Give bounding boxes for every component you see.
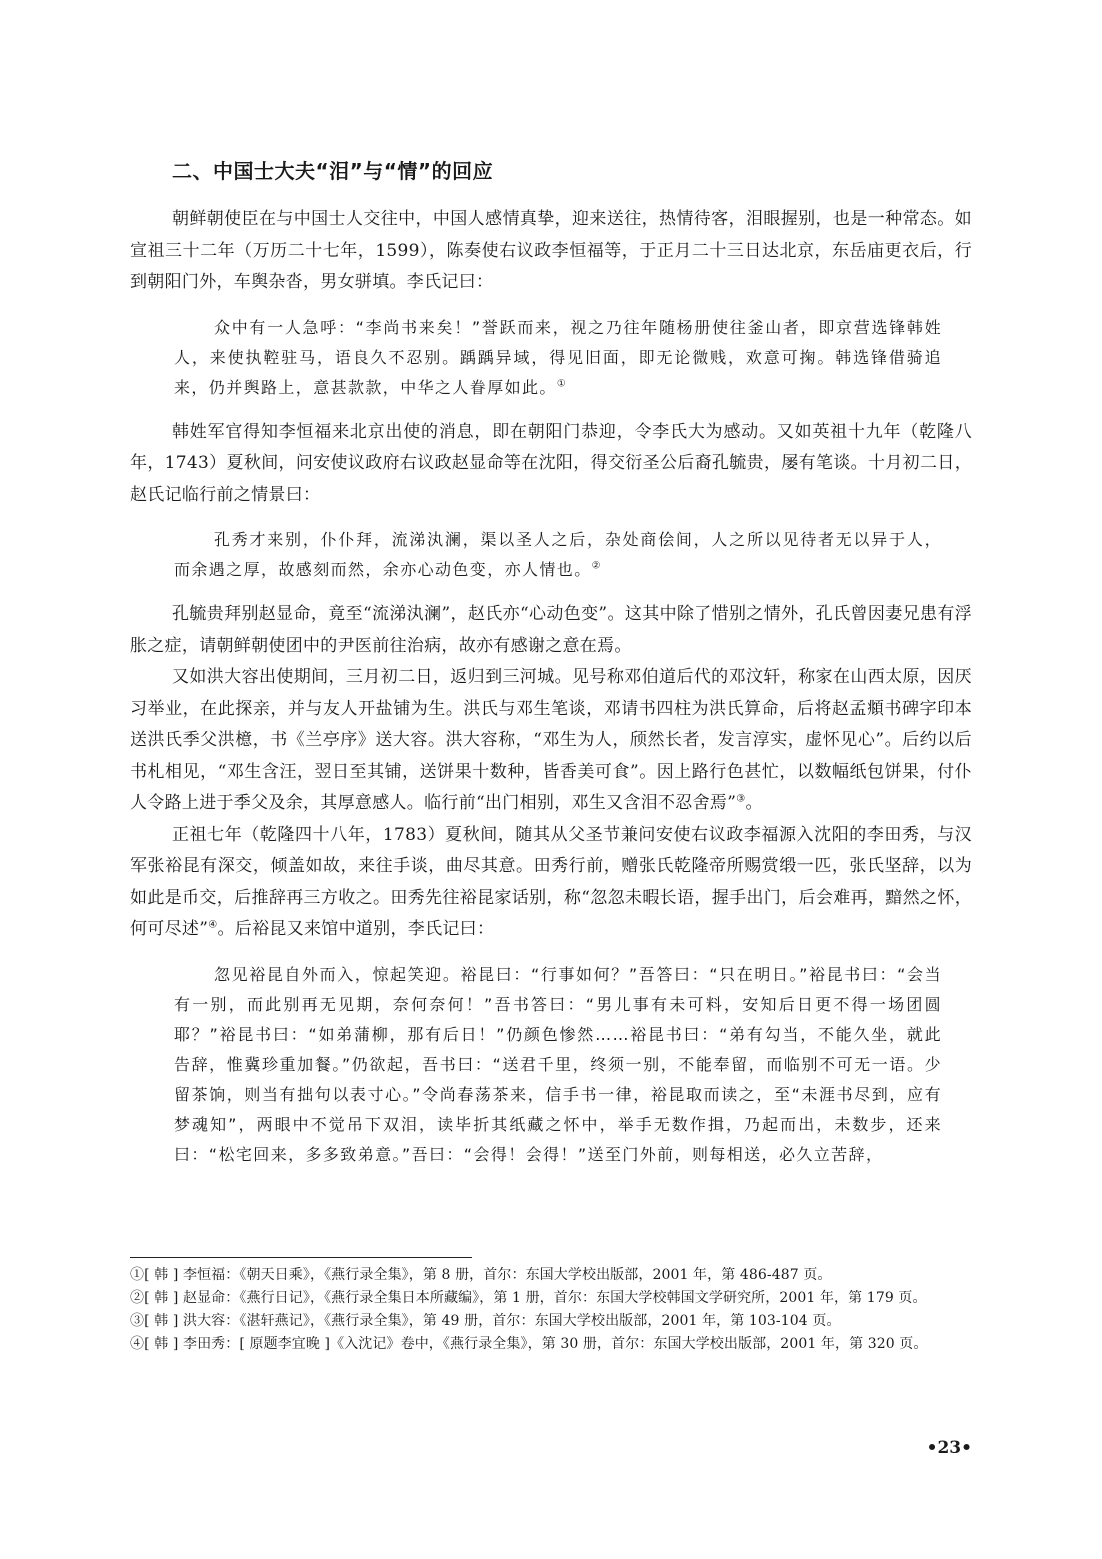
body-paragraph: 孔毓贵拜别赵显命，竟至“流涕汍澜”，赵氏亦“心动色变”。这其中除了惜别之情外，孔氏曾因妻兄患有浮胀之症，请朝鲜朝使团中的尹医前往治病，故亦有感谢之意在焉。: [130, 604, 972, 656]
body-paragraph: [130, 820, 972, 946]
paragraph-text: 正祖七年（乾隆四十八年，1783）夏秋间，随其从父圣节兼问安使右议政李福源入沈阳的李田秀，与汉军张裕昆有深交，倾盖如故，来往手谈，曲尽其意。田秀行前，赠张氏乾隆帝所赐赏缎一匹，张氏坚辞，以为如此是币交，后推辞再三方收之。田秀先往裕昆家话别，称“忽忽未暇长语，握手出门，后会难再，黯然之怀，何可尽述”: [130, 824, 972, 939]
block-quote: 忽见裕昆自外而入，惊起笑迎。裕昆曰：“行事如何？”吾答曰：“只在明日。”裕昆书曰：“会当有一别，而此别再无见期，奈何奈何！”吾书答曰：“男儿事有未可料，安知后日更不得一场团圆耶？”裕昆书曰：“如弟蒲柳，那有后日！”仍颜色惨然……裕昆书曰：“弟有勾当，不能久坐，就此告辞，惟冀珍重加餐。”仍欲起，吾书曰：“送君千里，终须一别，不能奉留，而临别不可无一语。少留茶饷，则当有拙句以表寸心。”令尚春荡茶来，信手书一律，裕昆取而读之，至“未涯书尽到，应有梦魂知”，两眼中不觉吊下双泪，读毕折其纸藏之怀中，举手无数作揖，乃起而出，未数步，还来曰：“松宅回来，多多致弟意。”吾曰：“会得！会得！”送至门外前，则每相送，必久立苦辞，: [174, 964, 942, 1164]
footnote: ①[ 韩 ] 李恒福：《朝天日乘》，《燕行录全集》，第 8 册，首尔：东国大学校出版部，2001 年，第 486-487 页。: [130, 1267, 832, 1283]
page-number: •23•: [926, 1438, 972, 1458]
footnote-marker: ①: [556, 378, 568, 390]
footnote-marker: ④: [208, 919, 218, 931]
body-paragraph: 韩姓军官得知李恒福来北京出使的消息，即在朝阳门恭迎，令李氏大为感动。又如英祖十九年（乾隆八年，1743）夏秋间，问安使议政府右议政赵显命等在沈阳，得交衍圣公后裔孔毓贵，屡有笔谈。十月初二日，赵氏记临行前之情景曰：: [130, 421, 972, 505]
quote-text: 孔秀才来别，仆仆拜，流涕汍澜，渠以圣人之后，杂处商侩间，人之所以见待者无以异于人，而余遇之厚，故感刻而然，余亦心动色变，亦人情也。: [174, 530, 942, 579]
footnote: ④[ 韩 ] 李田秀：[ 原题李宜晚 ]《入沈记》卷中，《燕行录全集》，第 30 册，首尔：东国大学校出版部，2001 年，第 320 页。: [130, 1336, 928, 1352]
paragraph-text: 。后裕昆又来馆中道别，李氏记曰：: [217, 919, 495, 939]
footnote: ③[ 韩 ] 洪大容：《湛轩燕记》，《燕行录全集》，第 49 册，首尔：东国大学校出版部，2001 年，第 103-104 页。: [130, 1313, 841, 1329]
footnote-marker: ③: [736, 793, 746, 805]
block-quote: [174, 525, 942, 585]
footnote-marker: ②: [591, 560, 602, 572]
footnote-divider: [130, 1257, 472, 1258]
quote-text: 众中有一人急呼：“李尚书来矣！”誉跃而来，视之乃往年随杨册使往釜山者，即京营选锋韩姓人，来使执鞚驻马，语良久不忍别。踽踽异域，得见旧面，即无论微贱，欢意可掬。韩选锋借骑追来，仍并舆路上，意甚款款，中华之人眷厚如此。: [174, 317, 942, 397]
article-body: [130, 150, 972, 1184]
footnotes: [130, 1264, 972, 1356]
body-paragraph: 朝鲜朝使臣在与中国士人交往中，中国人感情真挚，迎来送往，热情待客，泪眼握别，也是一种常态。如宣祖三十二年（万历二十七年，1599），陈奏使右议政李恒福等，于正月二十三日达北京，东岳庙更衣后，行到朝阳门外，车舆杂沓，男女骈填。李氏记曰：: [130, 209, 972, 292]
paragraph-text: 又如洪大容出使期间，三月初二日，返归到三河城。见号称邓伯道后代的邓汶轩，称家在山西太原，因厌习举业，在此探亲，并与友人开盐铺为生。洪氏与邓生笔谈，邓请书四柱为洪氏算命，后将赵孟頫书碑字印本送洪氏季父洪檍，书《兰亭序》送大容。洪大容称，“邓生为人，颀然长者，发言淳实，虚怀见心”。后约以后书札相见，“邓生含汪，翌日至其铺，送饼果十数种，皆香美可食”。因上路行色甚忙，以数幅纸包饼果，付仆人令路上进于季父及余，其厚意感人。临行前“出门相别，邓生又含泪不忍舍焉”: [130, 667, 972, 813]
section-heading: 二、中国士大夫“泪”与“情”的回应: [172, 159, 494, 183]
body-paragraph: 又如洪大容出使期间，三月初二日，返归到三河城。见号称邓伯道后代的邓汶轩，称家在山西太原，因厌习举业，在此探亲，并与友人开盐铺为生。洪氏与邓生笔谈，邓请书四柱为洪氏算命，后将赵孟頫书碑字印本送洪氏季父洪檍，书《兰亭序》送大容。洪大容称，“邓生为人，颀然长者，发言淳实，虚怀见心”。后约以后书札相见，“邓生含汪，翌日至其铺，送饼果十数种，皆香美可食”。因上路行色甚忙，以数幅纸包饼果，付仆人令路上进于季父及余，其厚意感人。临行前“出门相别，邓生又含泪不忍舍焉”③。: [130, 667, 972, 813]
block-quote: [174, 313, 942, 403]
footnote: ②[ 韩 ] 赵显命：《燕行日记》，《燕行录全集日本所藏编》，第 1 册，首尔：东国大学校韩国文学研究所，2001 年，第 179 页。: [130, 1290, 927, 1306]
